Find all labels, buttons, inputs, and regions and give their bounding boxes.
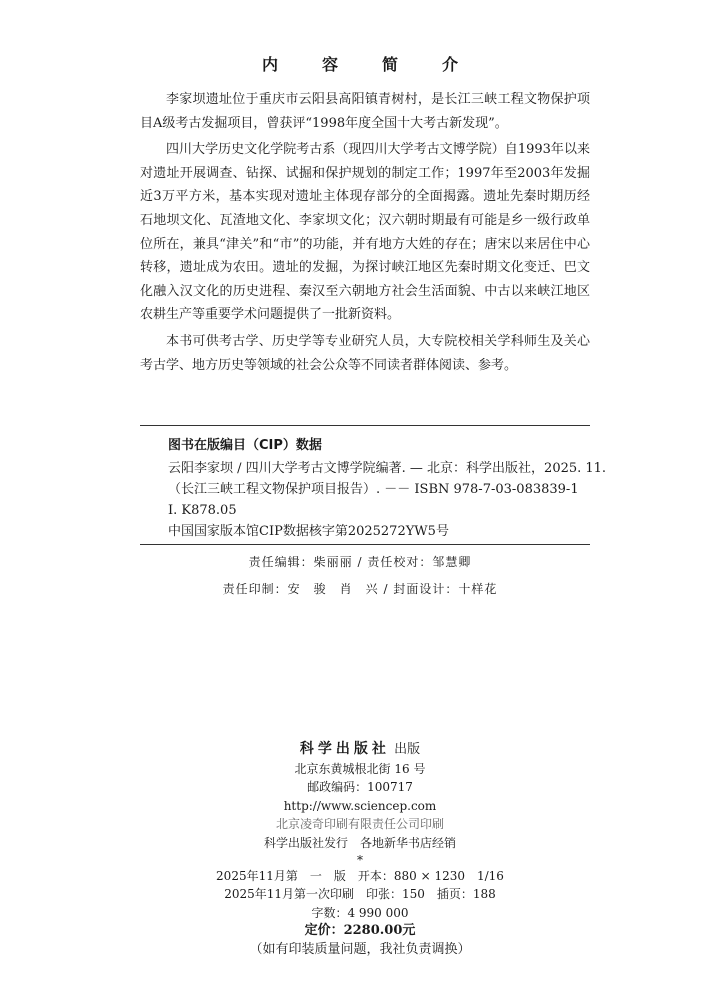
- cip-bottom-rule: [140, 544, 590, 545]
- cip-block: [168, 458, 607, 542]
- cip-top-rule: [140, 425, 590, 426]
- separator-star: *: [357, 852, 363, 867]
- cip-line-4: 中国国家版本馆CIP数据核字第2025272YW5号: [168, 524, 449, 539]
- publisher-address: 北京东黄城根北街 16 号: [294, 761, 426, 776]
- intro-paragraph-2: 四川大学历史文化学院考古系（现四川大学考古文博学院）自1993年以来对遗址开展调查、钻探、试掘和保护规划的制定工作；1997年至2003年发掘近3万平方米，基本实现对遗址主体现存部分的全面揭露。遗址先秦时期历经石地坝文化、瓦渣地文化、李家坝文化；汉六朝时期最有可能是乡一级行政单位所在，兼具“津关”和“市”的功能，并有地方大姓的存在；唐宋以来居住中心转移，遗址成为农田。遗址的发掘，为探讨峡江地区先秦时期文化变迁、巴文化融入汉文化的历史进程、秦汉至六朝地方社会生活面貌、中古以来峡江地区农耕生产等重要学术问题提供了一批新资料。: [140, 142, 590, 323]
- cip-line-2: （长江三峡工程文物保护项目报告）. －－ ISBN 978-7-03-083839-1: [168, 482, 579, 497]
- cip-line-3: Ⅰ. K878.05: [168, 503, 237, 518]
- cip-line-1: 云阳李家坝 / 四川大学考古文博学院编著. — 北京：科学出版社，2025. 11.: [168, 461, 607, 476]
- intro-paragraph-3: 本书可供考古学、历史学等专业研究人员，大专院校相关学科师生及关心考古学、地方历史等领域的社会公众等不同读者群体阅读、参考。: [140, 333, 590, 373]
- editor-credits: 责任编辑：柴丽丽 / 责任校对：邹慧卿: [248, 555, 472, 569]
- production-credits: 责任印制：安 骏 肖 兴 / 封面设计：十样花: [222, 582, 498, 596]
- cip-heading: 图书在版编目（CIP）数据: [168, 438, 322, 453]
- intro-section: [140, 88, 590, 380]
- publisher-line: [0, 740, 720, 760]
- page-title: 内 容 简 介: [261, 55, 472, 74]
- imprint-block: [0, 740, 720, 960]
- intro-paragraph-1: 李家坝遗址位于重庆市云阳县高阳镇青树村，是长江三峡工程文物保护项目A级考古发掘项目，曾获评“1998年度全国十大考古新发现”。: [140, 92, 590, 131]
- website: http://www.sciencep.com: [283, 798, 437, 813]
- distribution: 科学出版社发行 各地新华书店经销: [263, 835, 456, 850]
- price: 定价：2280.00元: [304, 923, 416, 939]
- word-count: 字数：4 990 000: [311, 905, 409, 920]
- postcode: 邮政编码：100717: [307, 780, 413, 795]
- publisher-suffix: 出版: [394, 742, 421, 757]
- printer: 北京凌奇印刷有限责任公司印刷: [275, 817, 444, 832]
- quality-notice: （如有印装质量问题，我社负责调换）: [249, 941, 471, 957]
- publisher-logo: 科学出版社: [299, 741, 390, 757]
- printing-info: 2025年11月第一次印刷 印张：150 插页：188: [224, 887, 496, 902]
- edition-info: 2025年11月第 一 版 开本：880 × 1230 1/16: [216, 868, 504, 883]
